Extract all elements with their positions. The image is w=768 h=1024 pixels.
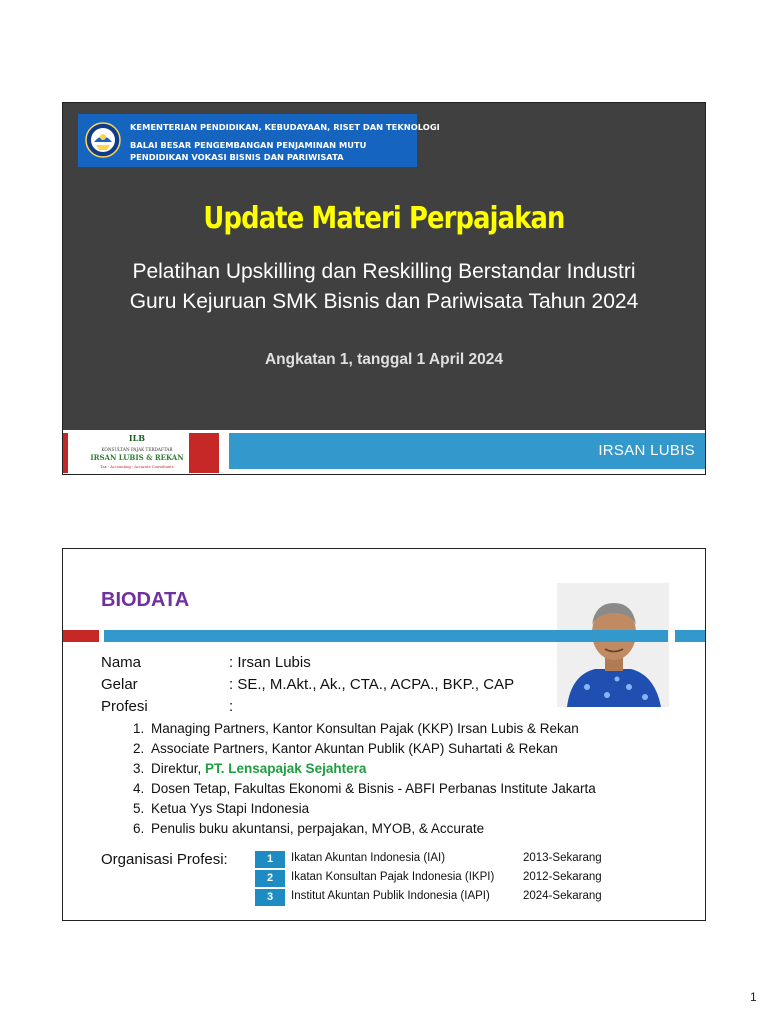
tut-wuri-handayani-logo-icon — [85, 121, 121, 159]
firm-logo-name: IRSAN LUBIS & REKAN — [90, 453, 184, 462]
org-years: 2024-Sekarang — [523, 890, 602, 902]
org-number-badge: 1 — [255, 851, 285, 868]
ministry-line-2: BALAI BESAR PENGEMBANGAN PENJAMINAN MUTU — [130, 140, 367, 150]
profession-item: 1. Managing Partners, Kantor Konsultan Pajak (KKP) Irsan Lubis & Rekan — [133, 721, 579, 736]
page-number: 1 — [750, 990, 757, 1004]
presenter-name: IRSAN LUBIS — [598, 442, 695, 459]
subtitle-line-2: Guru Kejuruan SMK Bisnis dan Pariwisata Tahun 2024 — [129, 290, 639, 313]
presenter-bar — [229, 433, 705, 469]
firm-logo-abbr: ILB — [128, 433, 146, 443]
biodata-red-accent — [63, 630, 99, 642]
org-number-badge: 3 — [255, 889, 285, 906]
slide-title — [62, 102, 706, 475]
slide-title-heading: Update Materi Perpajakan — [203, 201, 565, 236]
profession-item: 4. Dosen Tetap, Fakultas Ekonomi & Bisnis - ABFI Perbanas Institute Jakarta — [133, 781, 596, 796]
ministry-logo-banner — [78, 114, 440, 167]
org-name: Institut Akuntan Publik Indonesia (IAPI) — [291, 890, 490, 902]
field-value-nama: : Irsan Lubis — [229, 654, 311, 671]
firm-logo-caption: KONSULTAN PAJAK TERDAFTAR — [101, 447, 173, 452]
field-label-profesi: Profesi — [101, 698, 148, 715]
profession-item: 5. Ketua Yys Stapi Indonesia — [133, 801, 310, 816]
field-label-nama: Nama — [101, 654, 142, 671]
field-label-gelar: Gelar — [101, 676, 138, 693]
field-value-gelar: : SE., M.Akt., Ak., CTA., ACPA., BKP., CAP — [229, 676, 515, 693]
ilb-firm-logo — [89, 432, 185, 472]
profession-item: 2. Associate Partners, Kantor Akuntan Publik (KAP) Suhartati & Rekan — [133, 741, 558, 756]
presenter-photo — [557, 583, 669, 707]
biodata-title: BIODATA — [101, 589, 190, 611]
biodata-blue-bar — [104, 630, 668, 642]
title-background — [63, 103, 705, 430]
slide-biodata — [62, 548, 706, 921]
organization-label: Organisasi Profesi: — [101, 851, 228, 868]
biodata-blue-bar-right — [675, 630, 705, 642]
profession-item: 6. Penulis buku akuntansi, perpajakan, MYOB, & Accurate — [133, 821, 485, 836]
ministry-line-1: KEMENTERIAN PENDIDIKAN, KEBUDAYAAN, RISET DAN TEKNOLOGI — [130, 122, 440, 132]
org-years: 2013-Sekarang — [523, 852, 602, 864]
org-number-badge: 2 — [255, 870, 285, 887]
red-accent-left — [63, 433, 68, 473]
org-name: Ikatan Konsultan Pajak Indonesia (IKPI) — [291, 871, 495, 883]
field-value-profesi: : — [229, 698, 234, 715]
title-footer-bar — [63, 430, 705, 474]
red-accent-right — [189, 433, 219, 473]
subtitle-line-1: Pelatihan Upskilling dan Reskilling Berstandar Industri — [132, 260, 636, 283]
firm-logo-tagline: Tax - Accounting - Accurate Consultants — [100, 465, 174, 469]
ministry-line-3: PENDIDIKAN VOKASI BISNIS DAN PARIWISATA — [130, 152, 344, 162]
org-name: Ikatan Akuntan Indonesia (IAI) — [291, 852, 446, 864]
batch-date: Angkatan 1, tanggal 1 April 2024 — [264, 351, 504, 368]
org-years: 2012-Sekarang — [523, 871, 602, 883]
company-highlight: PT. Lensapajak Sejahtera — [205, 761, 367, 776]
profession-item: 3. Direktur, PT. Lensapajak Sejahtera — [133, 761, 367, 776]
